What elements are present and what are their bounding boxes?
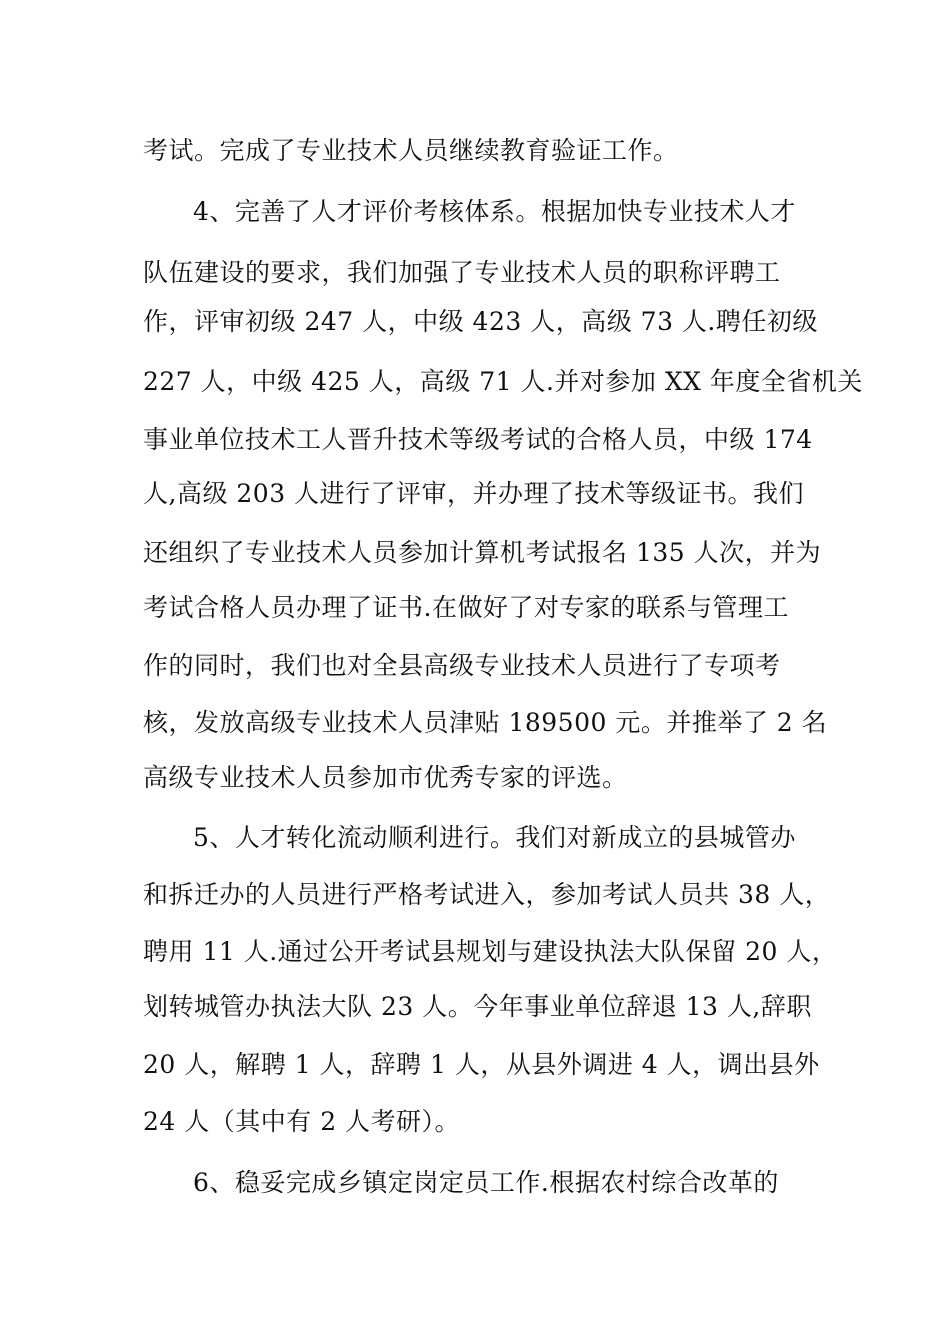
text-line: 还组织了专业技术人员参加计算机考试报名 135 人次，并为 (143, 538, 822, 567)
text-line: 作的同时，我们也对全县高级专业技术人员进行了专项考 (143, 651, 781, 680)
text-line: 20 人，解聘 1 人，辞聘 1 人，从县外调进 4 人，调出县外 (143, 1050, 820, 1079)
text-line: 考试。完成了专业技术人员继续教育验证工作。 (143, 136, 679, 165)
text-line: 划转城管办执法大队 23 人。今年事业单位辞退 13 人,辞职 (143, 992, 812, 1021)
text-line: 6、稳妥完成乡镇定岗定员工作.根据农村综合改革的 (193, 1168, 779, 1197)
text-line: 事业单位技术工人晋升技术等级考试的合格人员，中级 174 (143, 425, 813, 454)
text-line: 作，评审初级 247 人，中级 423 人，高级 73 人.聘任初级 (143, 307, 818, 336)
text-line: 考试合格人员办理了证书.在做好了对专家的联系与管理工 (143, 593, 789, 622)
text-line: 4、完善了人才评价考核体系。根据加快专业技术人才 (193, 197, 796, 226)
text-line: 227 人，中级 425 人，高级 71 人.并对参加 XX 年度全省机关 (143, 367, 863, 396)
text-line: 队伍建设的要求，我们加强了专业技术人员的职称评聘工 (143, 258, 781, 287)
text-line: 和拆迁办的人员进行严格考试进入，参加考试人员共 38 人， (143, 880, 831, 909)
text-line: 人,高级 203 人进行了评审，并办理了技术等级证书。我们 (143, 479, 805, 508)
text-line: 聘用 11 人.通过公开考试县规划与建设执法大队保留 20 人， (143, 937, 838, 966)
text-line: 核，发放高级专业技术人员津贴 189500 元。并推举了 2 名 (143, 708, 828, 737)
text-line: 高级专业技术人员参加市优秀专家的评选。 (143, 763, 628, 792)
text-line: 5、人才转化流动顺利进行。我们对新成立的县城管办 (193, 823, 796, 852)
text-line: 24 人（其中有 2 人考研）。 (143, 1107, 461, 1136)
